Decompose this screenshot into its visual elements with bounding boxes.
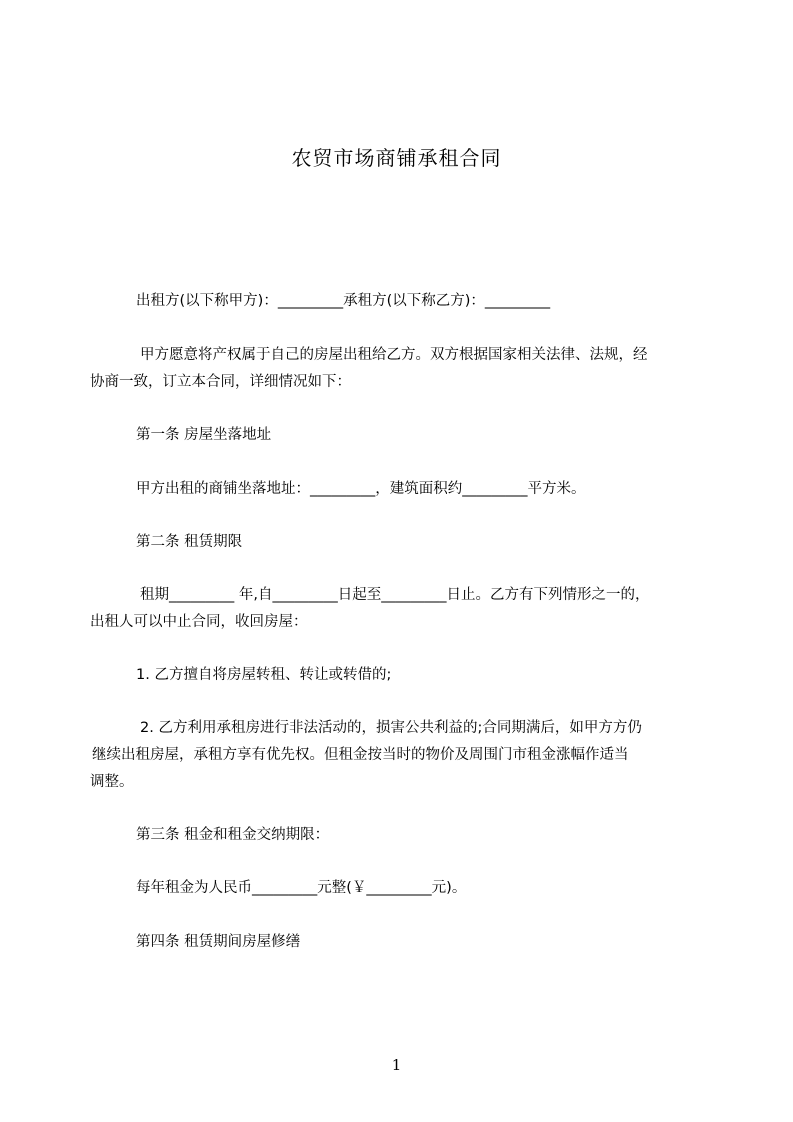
clause-2-line-1: 2. 乙方利用承租房进行非法活动的，损害公共利益的;合同期满后，如甲方方仍	[140, 720, 642, 736]
clause-2-line-2: 继续出租房屋，承租方享有优先权。但租金按当时的物价及周围门市租金涨幅作适当	[92, 747, 629, 763]
term-paragraph-line-2: 出租人可以中止合同，收回房屋：	[90, 614, 308, 630]
article-1-heading: 第一条 房屋坐落地址	[136, 427, 272, 443]
parties-line: 出租方(以下称甲方)：_________承租方(以下称乙方)：_________	[136, 293, 551, 309]
article-3-heading: 第三条 租金和租金交纳期限：	[136, 827, 330, 843]
rent-amount-line: 每年租金为人民币_________元整(￥_________元)。	[136, 880, 467, 896]
term-paragraph-line-1: 租期_________ 年,自_________日起至_________日止。乙方有下列情形之一的，	[140, 587, 650, 603]
contract-title: 农贸市场商铺承租合同	[291, 146, 502, 170]
clause-1-line: 1. 乙方擅自将房屋转租、转让或转借的;	[136, 667, 392, 683]
article-2-heading: 第二条 租赁期限	[136, 534, 243, 550]
address-line: 甲方出租的商铺坐落地址：_________，建筑面积约_________平方米。	[136, 481, 586, 497]
article-4-heading: 第四条 租赁期间房屋修缮	[136, 934, 301, 950]
intro-paragraph-line-1: 甲方愿意将产权属于自己的房屋出租给乙方。双方根据国家相关法律、法规，经	[140, 347, 648, 363]
intro-paragraph-line-2: 协商一致，订立本合同，详细情况如下：	[90, 374, 351, 390]
clause-2-line-3: 调整。	[90, 774, 134, 790]
page-number: 1	[391, 1056, 402, 1074]
